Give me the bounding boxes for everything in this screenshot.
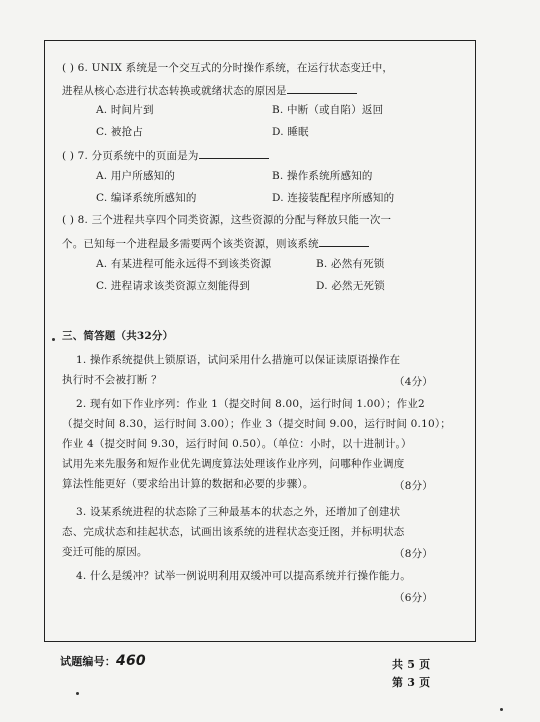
total-pages: 共 5 页: [392, 658, 431, 671]
exam-code-label: 试题编号：: [60, 655, 116, 668]
sa1-score: （4分）: [394, 376, 433, 388]
sa3-line3: 变迁可能的原因。: [62, 546, 148, 558]
exam-code: [60, 655, 146, 668]
q6-line1: ( ) 6. UNIX 系统是一个交互式的分时操作系统，在运行状态变迁中，: [62, 62, 394, 74]
q8-line1: ( ) 8. 三个进程共享四个同类资源，这些资源的分配与释放只能一次一: [62, 214, 392, 226]
section-title: 三、简答题（共32分）: [62, 330, 174, 342]
q8-line2: 个。已知每一个进程最多需要两个该类资源，则该系统: [62, 236, 369, 251]
q6-option-d: D. 睡眠: [272, 126, 309, 138]
sa3-line2: 态、完成状态和挂起状态，试画出该系统的进程状态变迁图，并标明状态: [62, 526, 405, 538]
q7-option-c: C. 编译系统所感知的: [96, 192, 197, 204]
sa3-score: （8分）: [394, 548, 433, 560]
q6-option-c: C. 被抢占: [96, 126, 144, 138]
q8-option-b: B. 必然有死锁: [316, 258, 385, 270]
q6-option-b: B. 中断（或自陷）返回: [272, 104, 384, 116]
q7-option-d: D. 连接装配程序所感知的: [272, 192, 395, 204]
q8-option-d: D. 必然无死锁: [316, 280, 385, 292]
scan-speck: [76, 692, 79, 695]
q6-option-a: A. 时间片到: [96, 104, 154, 116]
q7-option-a: A. 用户所感知的: [96, 170, 176, 182]
answer-blank: [199, 148, 269, 159]
sa2-line5: 算法性能更好（要求给出计算的数据和必要的步骤）。: [62, 478, 314, 490]
scan-speck: [52, 338, 55, 341]
answer-blank: [319, 236, 369, 247]
q7-option-b: B. 操作系统所感知的: [272, 170, 373, 182]
q6-line2: 进程从核心态进行状态转换或就绪状态的原因是: [62, 83, 357, 98]
sa1-line2: 执行时不会被打断 ？: [62, 374, 162, 386]
q8-option-c: C. 进程请求该类资源立刻能得到: [96, 280, 251, 292]
scan-speck: [500, 708, 503, 711]
sa4-line1: 4. 什么是缓冲？试举一例说明利用双缓冲可以提高系统并行操作能力。: [76, 570, 411, 582]
sa2-line3: 作业 4（提交时间 9.30，运行时间 0.50）。（单位：小时，以十进制计。）: [62, 438, 412, 450]
sa4-score: （6分）: [394, 592, 433, 604]
sa1-line1: 1. 操作系统提供上锁原语，试问采用什么措施可以保证读原语操作在: [76, 354, 401, 366]
sa2-line1: 2. 现有如下作业序列：作业 1（提交时间 8.00，运行时间 1.00）；作业2: [76, 398, 425, 410]
current-page: 第 3 页: [392, 676, 431, 689]
exam-code-value: 460: [116, 653, 146, 669]
sa2-line2: （提交时间 8.30，运行时间 3.00）；作业 3（提交时间 9.00，运行时间 0.10）；: [62, 418, 451, 430]
q7-line1: ( ) 7. 分页系统中的页面是为: [62, 148, 269, 163]
sa3-line1: 3. 设某系统进程的状态除了三种最基本的状态之外，还增加了创建状: [76, 506, 401, 518]
q8-option-a: A. 有某进程可能永远得不到该类资源: [96, 258, 272, 270]
sa2-score: （8分）: [394, 480, 433, 492]
answer-blank: [287, 83, 357, 94]
sa2-line4: 试用先来先服务和短作业优先调度算法处理该作业序列，问哪种作业调度: [62, 458, 405, 470]
